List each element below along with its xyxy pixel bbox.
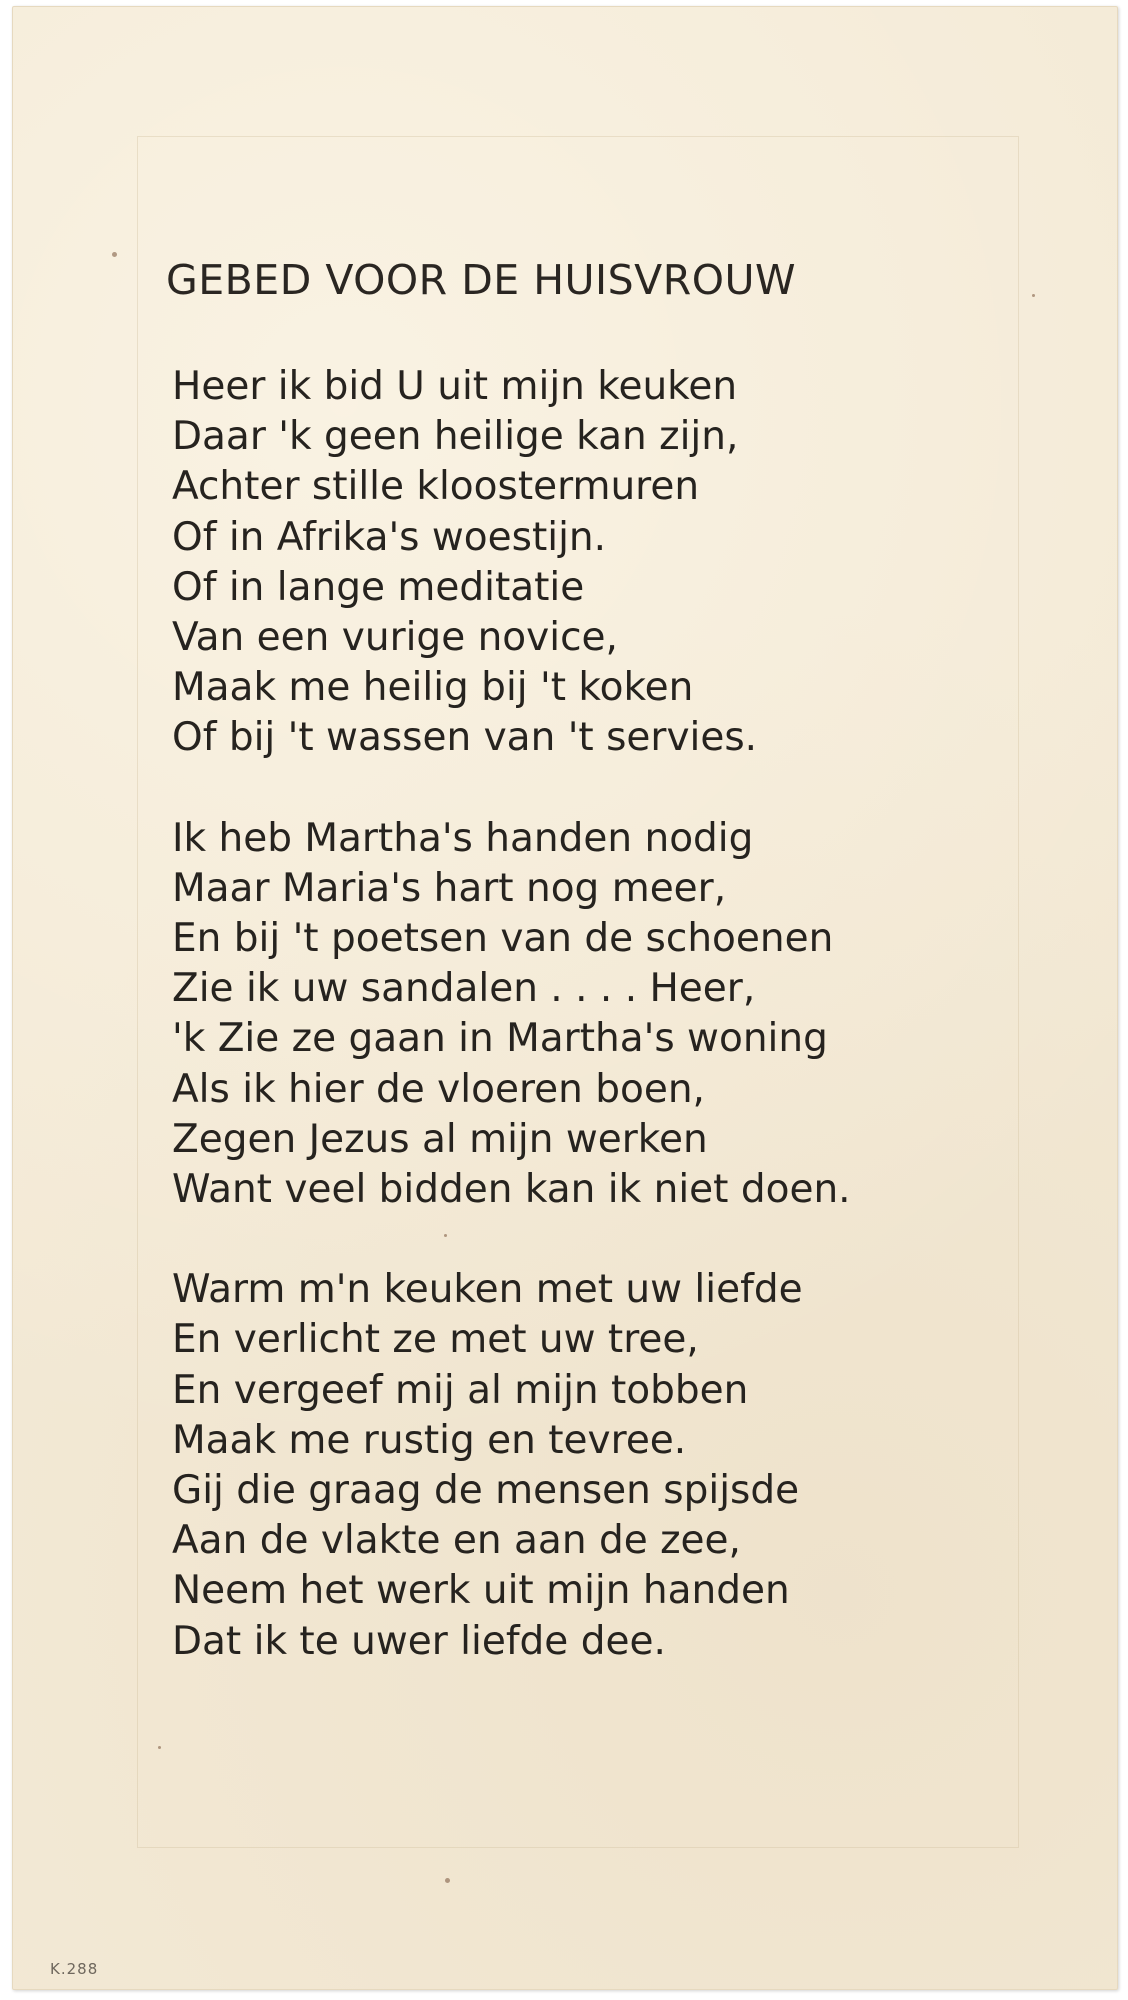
poem-line: Als ik hier de vloeren boen,: [172, 1066, 705, 1112]
poem-line: Zegen Jezus al mijn werken: [172, 1116, 708, 1162]
poem-line: Van een vurige novice,: [172, 615, 618, 661]
stanza-2: [172, 814, 1012, 1216]
card-title: GEBED VOOR DE HUISVROUW: [166, 256, 797, 304]
poem-line: En bij 't poetsen van de schoenen: [172, 916, 834, 962]
stanza-3: [172, 1265, 1012, 1667]
poem-line: Maar Maria's hart nog meer,: [172, 865, 727, 911]
poem-line: Dat ik te uwer liefde dee.: [172, 1618, 666, 1664]
print-code: K.288: [50, 1960, 99, 1978]
paper-speck: [1032, 294, 1035, 297]
poem-line: Heer ik bid U uit mijn keuken: [172, 364, 738, 409]
poem-line: Warm m'n keuken met uw liefde: [172, 1267, 803, 1313]
poem-line: Of bij 't wassen van 't servies.: [172, 715, 758, 761]
poem-line: 'k Zie ze gaan in Martha's woning: [172, 1016, 828, 1062]
poem: [172, 362, 1012, 1717]
prayer-card: [12, 6, 1118, 1990]
paper-speck: [158, 1746, 161, 1749]
poem-line: Zie ik uw sandalen . . . . Heer,: [172, 966, 756, 1012]
poem-line: Want veel bidden kan ik niet doen.: [172, 1167, 851, 1213]
poem-line: En vergeef mij al mijn tobben: [172, 1367, 749, 1413]
poem-line: Achter stille kloostermuren: [172, 464, 700, 510]
poem-line: Daar 'k geen heilige kan zijn,: [172, 414, 739, 460]
poem-line: Of in Afrika's woestijn.: [172, 514, 607, 560]
poem-line: Maak me heilig bij 't koken: [172, 665, 694, 711]
paper-speck: [445, 1878, 450, 1883]
poem-line: Gij die graag de mensen spijsde: [172, 1468, 800, 1514]
poem-line: Ik heb Martha's handen nodig: [172, 815, 754, 861]
stanza-1: [172, 362, 1012, 764]
poem-line: Aan de vlakte en aan de zee,: [172, 1518, 741, 1564]
poem-line: En verlicht ze met uw tree,: [172, 1317, 699, 1363]
paper-speck: [444, 1234, 447, 1237]
poem-line: Maak me rustig en tevree.: [172, 1417, 687, 1463]
poem-line: Of in lange meditatie: [172, 564, 585, 610]
paper-speck: [112, 252, 117, 257]
poem-line: Neem het werk uit mijn handen: [172, 1568, 790, 1614]
